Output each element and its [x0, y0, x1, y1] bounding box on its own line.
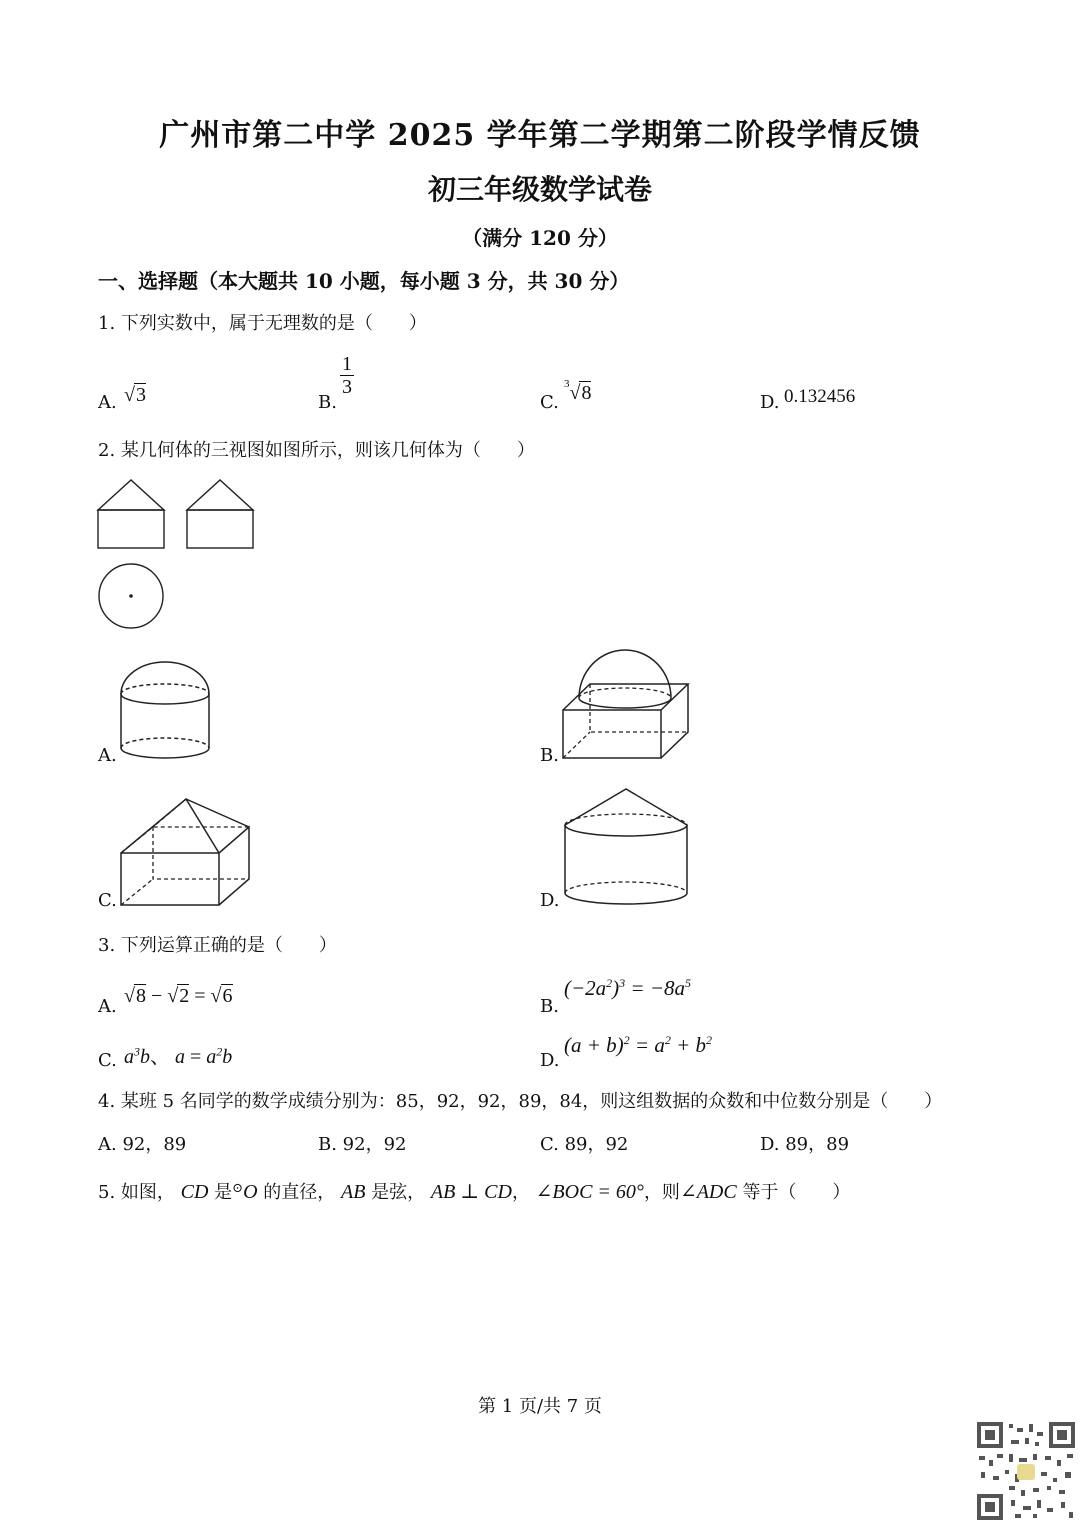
q3-option-c-label: C. [98, 1050, 117, 1071]
q3-option-b-label: B. [540, 996, 559, 1017]
three-view-figure [96, 476, 261, 631]
page-footer: 第 1 页/共 7 页 [478, 1396, 602, 1417]
q4-option-c: C. 89，92 [540, 1134, 629, 1155]
q1-option-b-expr: $\frac{1}{3}$ [342, 353, 352, 398]
question-2-stem: 2. 某几何体的三视图如图所示，则该几何体为（ ） [98, 440, 535, 461]
q3-option-d-label: D. [540, 1050, 560, 1071]
q2-option-d-figure [562, 785, 692, 907]
q2-option-b-figure [560, 648, 695, 763]
section-heading: 一、选择题（本大题共 10 小题，每小题 3 分，共 30 分） [98, 269, 630, 293]
q1-option-d-label: D. [760, 392, 780, 413]
q2-option-a-figure [118, 660, 213, 770]
q4-option-a: A. 92，89 [98, 1134, 187, 1155]
q1-option-b-label: B. [318, 392, 337, 413]
q4-option-d: D. 89，89 [760, 1134, 850, 1155]
q2-option-c-label: C. [98, 890, 117, 911]
front-view [98, 480, 164, 548]
page-title: 广州市第二中学 2025 学年第二学期第二阶段学情反馈 [159, 118, 921, 153]
full-score: （满分 120 分） [462, 226, 618, 250]
q3-option-b-expr: $(-2a^2)^3 = -8a^5$ [564, 976, 692, 1000]
q1-option-c-expr: $^3$√8 [564, 378, 592, 404]
question-3-stem: 3. 下列运算正确的是（ ） [98, 935, 337, 956]
q3-option-a-label: A. [98, 996, 117, 1017]
q2-option-d-label: D. [540, 890, 560, 911]
q3-option-c-expr: $a^3b$、 $a = a^2b$ [124, 1044, 233, 1068]
q2-option-c-figure [118, 795, 258, 913]
side-view [187, 480, 253, 548]
q2-option-a-label: A. [98, 745, 117, 766]
q1-option-a-expr: √3 [124, 384, 146, 406]
question-1-stem: 1. 下列实数中，属于无理数的是（ ） [98, 313, 427, 334]
page-subtitle: 初三年级数学试卷 [427, 173, 652, 206]
center-dot [129, 594, 133, 598]
q3-option-d-expr: $(a + b)^2 = a^2 + b^2$ [564, 1033, 713, 1057]
q2-option-b-label: B. [540, 745, 559, 766]
question-4-stem: 4. 某班 5 名同学的数学成绩分别为：85，92，92，89，84，则这组数据的众数和中位数分别是（ ） [98, 1091, 943, 1112]
qr-code [975, 1420, 1077, 1522]
q3-option-a-expr: √8 − √2 = √6 [124, 985, 233, 1007]
question-5-stem: 5. 如图， CD 是⊙O 的直径， AB 是弦， AB ⊥ CD， ∠BOC = 60°，则∠ADC 等于（ ） [98, 1180, 851, 1203]
qr-logo [1017, 1464, 1035, 1480]
q1-option-c-label: C. [540, 392, 559, 413]
q1-option-d-expr: 0.132456 [784, 386, 856, 407]
q4-option-b: B. 92，92 [318, 1134, 407, 1155]
q1-option-a-label: A. [98, 392, 117, 413]
